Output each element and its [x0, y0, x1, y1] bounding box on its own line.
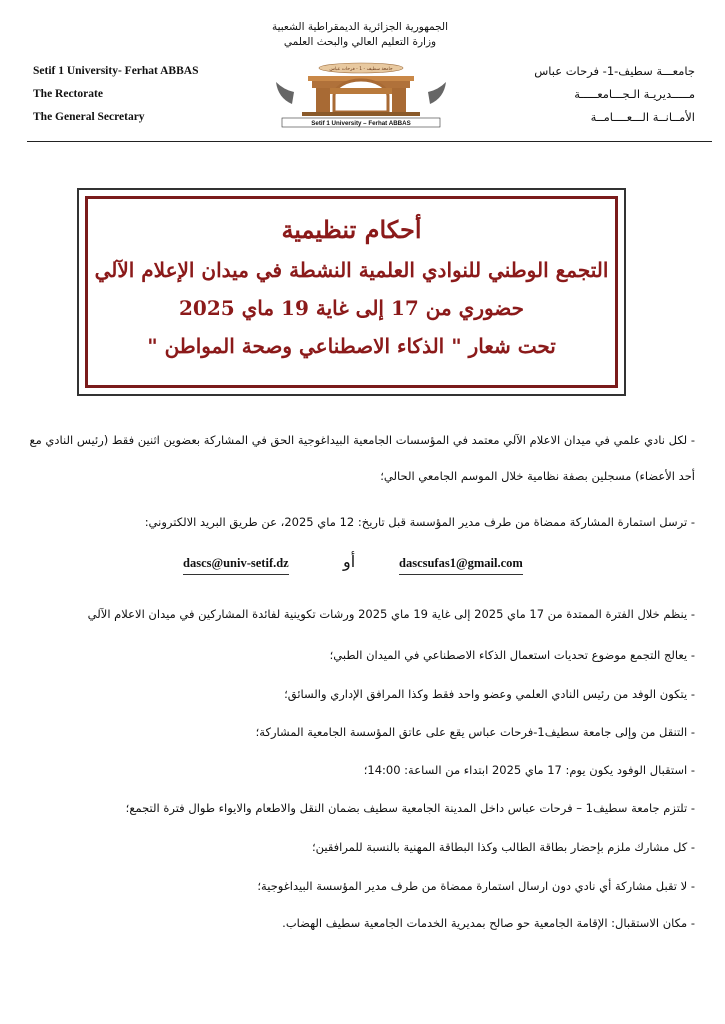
- rule-workshops-text: - ينظم خلال الفترة الممتدة من 17 ماي 2025 إلى غاية 19 ماي 2025 ورشات تكوينية لفائدة المشاركين في ميدان الاعلام الآلي: [87, 607, 695, 621]
- rule-reception-place-text: - مكان الاستقبال: الإقامة الجامعية حو صالح بمديرية الخدمات الجامعية سطيف الهضاب.: [282, 916, 695, 930]
- rule-topic-text: - يعالج التجمع موضوع تحديات استعمال الذكاء الاصطناعي في الميدان الطبي؛: [329, 648, 695, 662]
- university-name-ar: جامعـــة سطيف-1- فرحات عباس: [534, 64, 695, 78]
- rule-participation-line2: أحد الأعضاء) مسجلين بصفة نظامية خلال الموسم الجامعي الحالي؛: [380, 469, 695, 483]
- rule-transport: [25, 714, 695, 750]
- university-name-en: Setif 1 University- Ferhat ABBAS: [33, 65, 199, 77]
- rectorate-ar: مـــــديريـة الـجـــامعـــــة: [574, 87, 695, 101]
- rule-participation-line1: - لكل نادي علمي في ميدان الاعلام الآلي معتمد في المؤسسات الجامعية البيداغوجية الحق في المشاركة بعضوين اثنين فقط (رئيس النادي مع: [29, 433, 695, 447]
- event-name: التجمع الوطني للنوادي العلمية النشطة في ميدان الإعلام الآلي: [94, 258, 609, 282]
- rule-registration-text: - ترسل استمارة المشاركة ممضاة من طرف مدير المؤسسة قبل تاريخ: 12 ماي 2025، عن طريق البريد الالكتروني:: [144, 515, 695, 529]
- rule-id-cards-text: - كل مشارك ملزم بإحضار بطاقة الطالب وكذا البطاقة المهنية بالنسبة للمرافقين؛: [311, 840, 695, 854]
- title-frame-inner: [85, 196, 618, 388]
- rule-reception-time: [25, 752, 695, 788]
- or-separator: أو: [343, 552, 356, 571]
- rule-accommodation: [25, 790, 695, 826]
- header-divider: [27, 141, 712, 142]
- rule-reception-time-text: - استقبال الوفود يكون يوم: 17 ماي 2025 ابتداء من الساعة: 14:00؛: [363, 763, 695, 777]
- rule-delegation: [25, 676, 695, 712]
- rule-transport-text: - التنقل من وإلى جامعة سطيف1-فرحات عباس يقع على عاتق المؤسسة الجامعية المشاركة؛: [255, 725, 695, 739]
- rule-participation: [25, 422, 695, 494]
- rule-delegation-text: - يتكون الوفد من رئيس النادي العلمي وعضو واحد فقط وكذا المرافق الإداري والسائق؛: [284, 687, 695, 701]
- general-secretary-ar: الأمــانــة الـــعــــامــة: [590, 110, 695, 124]
- rule-reception-place: [25, 905, 695, 941]
- rule-registration: [25, 504, 695, 540]
- email-row: [0, 552, 725, 580]
- rule-topic: [25, 637, 695, 673]
- logo-arabic-text: جامعة سطيف - 1 - فرحات عباس: [329, 67, 393, 72]
- ministry-name: وزارة التعليم العالي والبحث العلمي: [283, 36, 437, 48]
- logo-caption: Setif 1 University – Ferhat ABBAS: [311, 120, 411, 127]
- rule-signed-form-text: - لا تقبل مشاركة أي نادي دون ارسال استمارة ممضاة من طرف مدير المؤسسة البيداغوجية؛: [257, 879, 695, 893]
- event-slogan: تحت شعار " الذكاء الاصطناعي وصحة المواطن ": [147, 334, 556, 358]
- rectorate-en: The Rectorate: [33, 88, 103, 100]
- rule-workshops: [25, 596, 695, 632]
- event-dates: حضوري من 17 إلى غاية 19 ماي 2025: [178, 296, 525, 320]
- rule-signed-form: [25, 868, 695, 904]
- header-arabic-block: [485, 60, 695, 129]
- republic-name: الجمهورية الجزائرية الديمقراطية الشعبية: [271, 21, 449, 33]
- document-title: أحكام تنظيمية: [281, 215, 422, 244]
- general-secretary-en: The General Secretary: [33, 111, 145, 123]
- university-logo: [272, 62, 450, 128]
- rule-id-cards: [25, 829, 695, 865]
- rule-accommodation-text: - تلتزم جامعة سطيف1 – فرحات عباس داخل المدينة الجامعية سطيف بضمان النقل والاطعام والايواء طوال فترة التجمع؛: [125, 801, 695, 815]
- email-link-gmail[interactable]: dascsufas1@gmail.com: [399, 556, 523, 575]
- email-link-university[interactable]: dascs@univ-setif.dz: [183, 556, 289, 575]
- header-ministry-block: [260, 20, 460, 50]
- header-english-block: [33, 60, 253, 129]
- title-frame: [77, 188, 626, 396]
